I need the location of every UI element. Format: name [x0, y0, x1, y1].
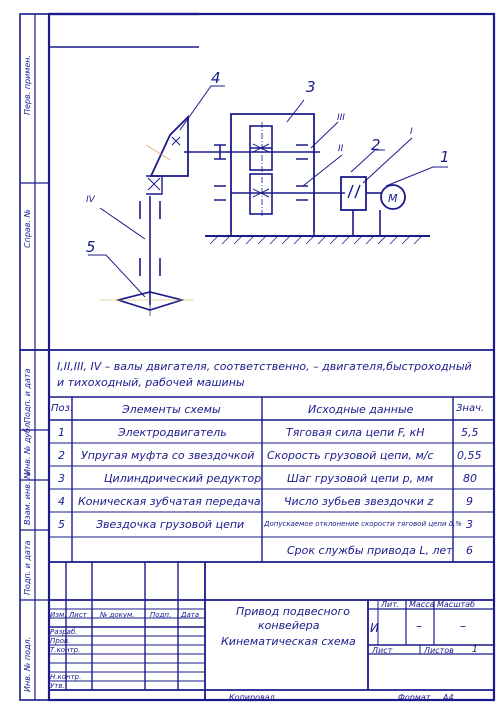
side-label-sign-date-2: Подп. и дата [23, 540, 32, 595]
row-3-pos: 3 [58, 472, 65, 485]
row-5-element: Звездочка грузовой цепи [96, 518, 245, 531]
stamp-col-doc-no: № докум. [100, 611, 135, 619]
row-4-pos: 4 [58, 495, 65, 508]
row-1-param: Тяговая сила цепи F, кН [286, 426, 425, 439]
stamp-sheets-value: 1 [472, 645, 478, 655]
row-1-pos: 1 [58, 426, 65, 439]
stamp-role-approved: Утв. [50, 682, 65, 690]
stamp-sheet-label: Лист [372, 646, 393, 655]
stamp-scale-label: Масштаб [437, 600, 476, 609]
stamp-col-sheet: Лист [69, 611, 87, 619]
stamp-role-tech-control: Т.контр. [50, 646, 81, 654]
row-2-param: Скорость грузовой цепи, м/с [267, 449, 434, 462]
callout-1: 1 [440, 148, 450, 166]
stamp-col-date: Дата [181, 611, 200, 619]
kinematic-scheme [88, 86, 448, 316]
drawing-title-line-1: Привод подвесного [236, 605, 350, 618]
callout-III: III [337, 113, 345, 123]
side-label-sign-date-1: Подп. и дата [23, 368, 32, 423]
stamp-col-sign: Подп. [150, 611, 172, 619]
callout-2: 2 [371, 136, 381, 154]
row-2-value: 0,55 [457, 449, 482, 462]
side-label-repl-inv-no: Взам. инв. № [23, 470, 32, 525]
stamp-role-checker: Пров. [50, 637, 71, 645]
row-2-pos: 2 [58, 449, 65, 462]
footer-format-value: А4 [443, 693, 454, 702]
side-label-dup-inv-no: Инв. № дубл. [23, 420, 32, 475]
stamp-lit-label: Лит. [381, 600, 400, 609]
stamp-scale-value: – [460, 619, 466, 633]
stamp-lit-value: И [370, 621, 379, 635]
drawing-title-line-2: конвейера [258, 619, 320, 632]
row-5-value: 3 [466, 518, 473, 531]
stamp-role-developer: Разраб. [50, 628, 78, 636]
callout-II: II [338, 144, 344, 154]
callout-I: I [410, 127, 413, 137]
svg-text:M: M [388, 192, 398, 205]
header-input-data: Исходные данные [308, 403, 414, 416]
callout-3: 3 [306, 78, 316, 96]
row-4-value: 9 [466, 495, 473, 508]
row-5-param: Допускаемое отклонение скорости тяговой цепи δ,% [264, 520, 462, 528]
row-4-element: Коническая зубчатая передача [78, 495, 261, 508]
header-pos: Поз. [51, 403, 74, 414]
stamp-mass-value: – [416, 619, 422, 633]
row-1-value: 5,5 [461, 426, 479, 439]
stamp-role-norm-control: Н.контр. [50, 673, 82, 681]
callout-4: 4 [211, 69, 221, 87]
header-value: Знач. [456, 403, 485, 414]
side-label-reference-no: Справ. № [23, 209, 32, 248]
side-label-orig-inv-no: Инв. № подл. [23, 636, 32, 692]
note-line-2: и тихоходный, рабочей машины [57, 376, 245, 389]
stamp-col-change: Изм. [50, 611, 67, 619]
drawing-title-line-3: Кинематическая схема [221, 635, 356, 648]
stamp-sheets-label: Листов [424, 646, 454, 655]
note-line-1: I,II,III, IV – валы двигателя, соответственно, – двигателя,быстроходный [57, 360, 472, 373]
footer-format-label: Формат [398, 693, 431, 702]
header-elements: Элементы схемы [122, 403, 221, 416]
row-6-value: 6 [466, 544, 473, 557]
row-2-element: Упругая муфта со звездочкой [81, 449, 255, 462]
row-4-param: Число зубьев звездочки z [284, 495, 434, 508]
stamp-mass-label: Масса [409, 600, 435, 609]
row-5-pos: 5 [58, 518, 65, 531]
row-6-param: Срок службы привода L, лет [287, 544, 453, 557]
row-3-element: Цилиндрический редуктор [104, 472, 262, 485]
row-1-element: Электродвигатель [118, 426, 227, 439]
footer-copied: Копировал [229, 693, 275, 702]
row-3-param: Шаг грузовой цепи p, мм [287, 472, 434, 485]
row-3-value: 80 [463, 472, 477, 485]
callout-IV: IV [86, 195, 95, 205]
callout-5: 5 [86, 238, 96, 256]
side-label-first-use: Перв. примен. [23, 54, 32, 115]
